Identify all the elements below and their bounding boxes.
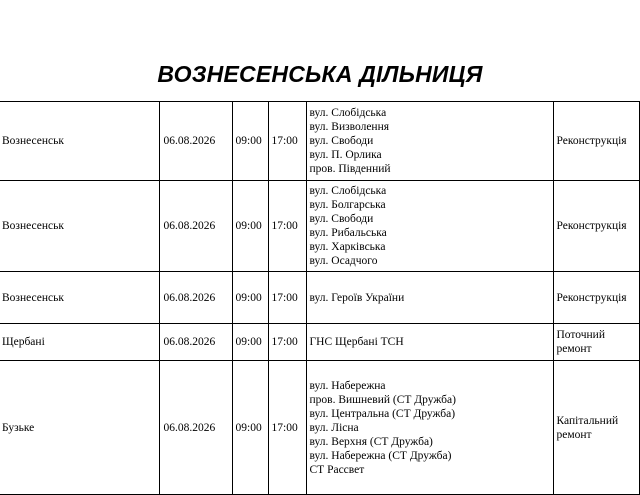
street-item: вул. Свободи — [309, 135, 374, 147]
end-time-cell: 17:00 — [268, 102, 306, 181]
street-item: вул. Осадчого — [309, 255, 378, 267]
street-item: пров. Вишневий (СТ Дружба) — [309, 393, 456, 406]
end-time-cell: 17:00 — [268, 324, 306, 361]
table-row — [0, 102, 639, 181]
start-time-cell: 09:00 — [232, 181, 268, 272]
street-item: вул. Слобідська — [309, 185, 387, 197]
street-item: вул. Визволення — [309, 121, 390, 133]
start-time-cell: 09:00 — [232, 361, 268, 495]
work-type-cell: Поточний ремонт — [553, 324, 639, 361]
page-title: ВОЗНЕСЕНСЬКА ДІЛЬНИЦЯ — [157, 61, 483, 87]
work-type-cell: Реконструкція — [553, 102, 639, 181]
work-type-cell: Капітальний ремонт — [553, 361, 639, 495]
street-item: вул. Набережна — [309, 379, 386, 392]
street-item: вул. Центральна (СТ Дружба) — [309, 407, 456, 420]
settlement-cell: Щербані — [0, 324, 159, 361]
table-row — [0, 361, 639, 495]
table-row — [0, 181, 639, 272]
streets-cell — [306, 181, 553, 272]
street-item: вул. Лісна — [309, 421, 359, 434]
settlement-cell: Бузьке — [0, 361, 159, 495]
end-time-cell: 17:00 — [268, 181, 306, 272]
date-cell: 06.08.2026 — [159, 102, 232, 181]
streets-cell — [306, 361, 553, 495]
street-item: СТ Рассвет — [309, 463, 365, 476]
date-cell: 06.08.2026 — [159, 324, 232, 361]
date-cell: 06.08.2026 — [159, 361, 232, 495]
settlement-cell: Вознесенськ — [0, 272, 159, 324]
street-item: ГНС Щербані ТСН — [309, 336, 404, 348]
streets-cell — [306, 102, 553, 181]
work-type-cell: Реконструкція — [553, 272, 639, 324]
start-time-cell: 09:00 — [232, 102, 268, 181]
end-time-cell: 17:00 — [268, 361, 306, 495]
settlement-cell: Вознесенськ — [0, 102, 159, 181]
street-item: вул. П. Орлика — [309, 149, 382, 161]
street-item: вул. Харківська — [309, 241, 386, 253]
streets-cell — [306, 324, 553, 361]
street-item: вул. Свободи — [309, 213, 374, 225]
table-row — [0, 324, 639, 361]
settlement-cell: Вознесенськ — [0, 181, 159, 272]
table-row — [0, 272, 639, 324]
start-time-cell: 09:00 — [232, 272, 268, 324]
street-item: вул. Рибальська — [309, 227, 387, 239]
street-item: вул. Верхня (СТ Дружба) — [309, 435, 433, 448]
end-time-cell: 17:00 — [268, 272, 306, 324]
street-item: вул. Набережна (СТ Дружба) — [309, 449, 452, 462]
date-cell: 06.08.2026 — [159, 181, 232, 272]
work-type-cell: Реконструкція — [553, 181, 639, 272]
streets-cell — [306, 272, 553, 324]
outage-schedule-table — [0, 101, 640, 495]
start-time-cell: 09:00 — [232, 324, 268, 361]
date-cell: 06.08.2026 — [159, 272, 232, 324]
street-item: вул. Героїв України — [309, 291, 405, 304]
street-item: вул. Болгарська — [309, 199, 386, 211]
street-item: пров. Південний — [309, 163, 391, 175]
street-item: вул. Слобідська — [309, 107, 387, 119]
